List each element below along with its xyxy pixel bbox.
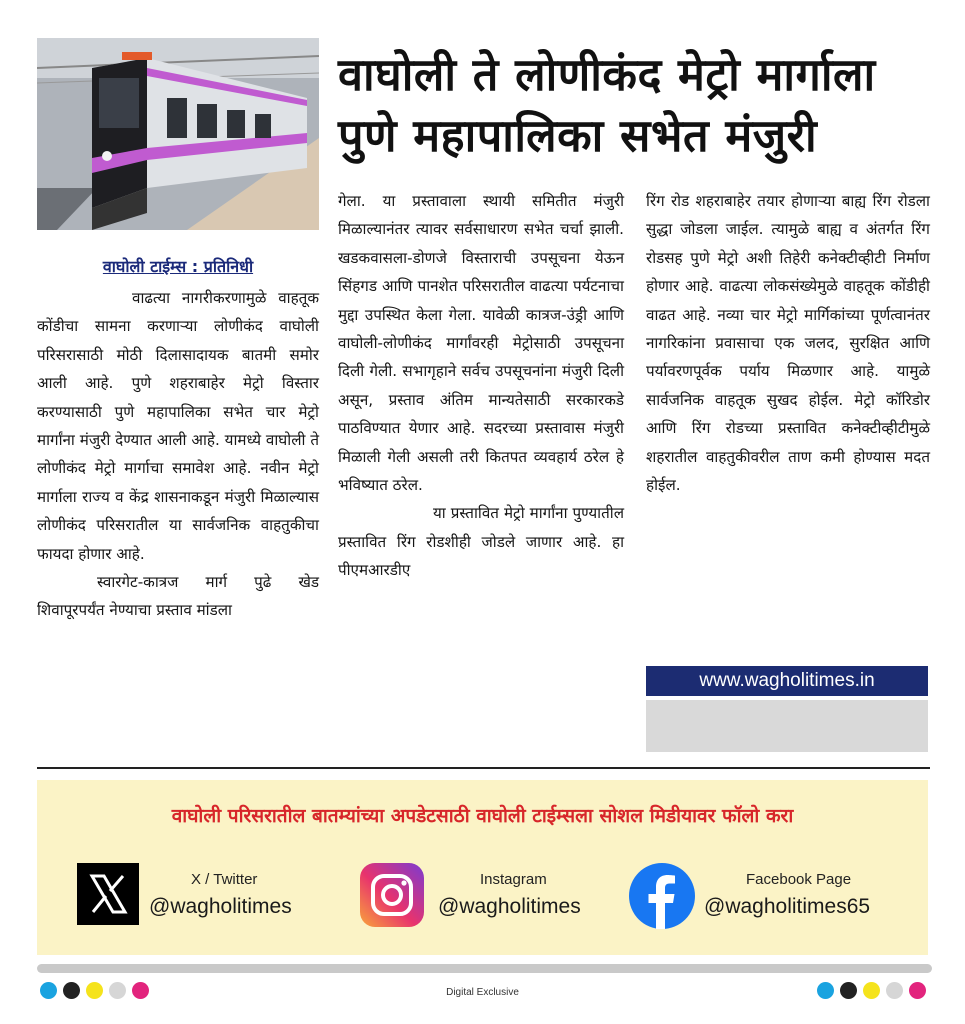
social-instagram[interactable] — [360, 863, 620, 933]
article-column-1 — [37, 284, 319, 625]
digital-exclusive-label: Digital Exclusive — [446, 987, 519, 998]
color-dots-right — [817, 982, 926, 999]
social-platform-label: Instagram — [480, 871, 547, 888]
headline — [338, 44, 938, 166]
color-dot — [886, 982, 903, 999]
social-handle[interactable]: @wagholitimes — [149, 895, 292, 918]
social-facebook[interactable] — [629, 863, 919, 933]
article-paragraph: वाढत्या नागरीकरणामुळे वाहतूक कोंडीचा सामना करणाऱ्या लोणीकंद वाघोली परिसरासाठी मोठी दिलासादायक बातमी समोर आली आहे. पुणे शहराबाहेर मेट्रो विस्तार करण्यासाठी पुणे महापालिका सभेत चार मेट्रो मार्गांना मंजुरी देण्यात आली आहे. यामध्ये वाघोली ते लोणीकंद मेट्रो मार्गाचा समावेश आहे. नवीन मेट्रो मार्गाला राज्य व केंद्र शासनाकडून मंजुरी मिळाल्यास लोणीकंद परिसरातील या सार्वजनिक वाहतुकीचा फायदा होणार आहे. — [37, 289, 319, 563]
metro-train-illustration — [37, 38, 319, 230]
follow-title: वाघोली परिसरातील बातम्यांच्या अपडेटसाठी वाघोली टाईम्सला सोशल मिडीयावर फॉलो करा — [171, 805, 794, 827]
headline-line-2: पुणे महापालिका सभेत मंजुरी — [338, 109, 818, 162]
article-column-3 — [646, 187, 930, 499]
article-paragraph: या प्रस्तावित मेट्रो मार्गांना पुण्यातील प्रस्तावित रिंग रोडशीही जोडले जाणार आहे. हा पीएमआरडीए — [338, 504, 624, 580]
social-handle[interactable]: @wagholitimes — [438, 895, 581, 918]
facebook-icon[interactable] — [629, 863, 693, 927]
social-platform-label: Facebook Page — [746, 871, 852, 888]
metro-train-photo — [37, 38, 319, 230]
website-link[interactable]: www.wagholitimes.in — [646, 666, 928, 696]
social-platform-label: X / Twitter — [191, 871, 258, 888]
social-x-twitter[interactable] — [77, 863, 317, 933]
article-paragraph: रिंग रोड शहराबाहेर तयार होणाऱ्या बाह्य रिंग रोडला सुद्धा जोडला जाईल. त्यामुळे बाह्य व अंतर्गत रिंग रोडसह पुणे मेट्रो अशी तिहेरी कनेक्टीव्हीटी निर्माण होणार आहे. वाढत्या लोकसंख्येमुळे वाहतूक कोंडीही वाढत आहे. नव्या चार मेट्रो मार्गिकांच्या पूर्णत्वानंतर नागरिकांना प्रवासाचा एक जलद, सुरक्षित आणि पर्यावरणपूर्वक पर्याय मिळणार आहे. यामुळे सार्वजनिक वाहतूक सुखद होईल. मेट्रो कॉरिडोर आणि रिंग रोडच्या प्रस्तावित कनेक्टीव्हीटीमुळे शहरातील वाहतुकीवरील ताण कमी होण्यास मदत होईल. — [646, 192, 930, 495]
color-dot — [840, 982, 857, 999]
article-paragraph: स्वारगेट-कात्रज मार्ग पुढे खेड शिवापूरपर्यंत नेण्याचा प्रस्ताव मांडला — [37, 573, 319, 620]
social-handle[interactable]: @wagholitimes65 — [704, 895, 871, 918]
color-dot — [863, 982, 880, 999]
x-twitter-icon[interactable] — [77, 863, 141, 927]
follow-section — [37, 780, 928, 955]
headline-line-1: वाघोली ते लोणीकंद मेट्रो मार्गाला — [338, 48, 876, 101]
grey-box — [646, 700, 928, 752]
byline: वाघोली टाईम्स : प्रतिनिधी — [102, 257, 254, 276]
instagram-icon[interactable] — [360, 863, 424, 927]
footer-bar — [37, 964, 932, 973]
color-dot — [909, 982, 926, 999]
color-dot — [817, 982, 834, 999]
article-column-2 — [338, 187, 624, 585]
divider — [37, 767, 930, 769]
article-paragraph: गेला. या प्रस्तावाला स्थायी समितीत मंजुरी मिळाल्यानंतर त्यावर सर्वसाधारण सभेत चर्चा झाली. खडकवासला-डोणजे विस्ताराची उपसूचना येऊन सिंहगड आणि पानशेत परिसरातील वाढत्या पर्यटनाचा मुद्दा उपस्थित केला गेला. यावेळी कात्रज-उंड्री आणि वाघोली-लोणीकंद मार्गांवरही मेट्रोसाठी उपसूचना दिली गेली. सभागृहाने सर्वच उपसूचनांना मंजुरी दिली असून, प्रस्ताव अंतिम मान्यतेसाठी सरकारकडे पाठविण्यात येणार आहे. सदरच्या प्रस्तावास मंजुरी मिळाली गेली असली तरी कितपत व्यवहार्य ठरेल हे भविष्यात ठरेल. — [338, 192, 624, 495]
